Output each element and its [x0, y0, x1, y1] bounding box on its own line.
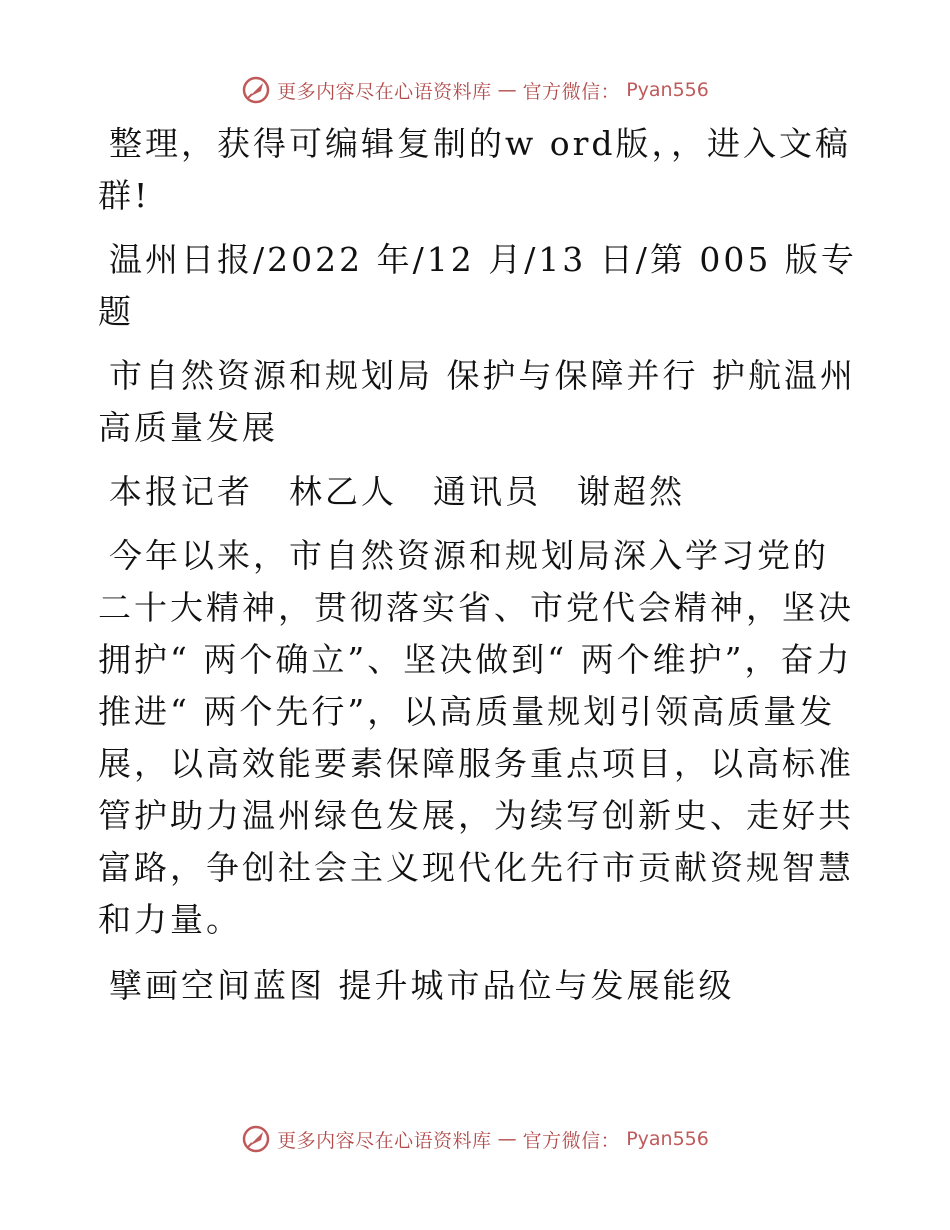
- document-body: [98, 118, 858, 1024]
- banner-wechat-label: 官方微信：: [522, 1129, 621, 1152]
- quill-logo-icon: [241, 75, 271, 105]
- banner-handle: Pyan556: [626, 1128, 709, 1150]
- source-line: 温州日报/2022 年/12 月/13 日/第 005 版专题: [98, 240, 857, 331]
- banner-text: 更多内容尽在心语资料库: [277, 80, 492, 103]
- banner-wechat-label: 官方微信：: [522, 80, 621, 103]
- banner-text: 更多内容尽在心语资料库: [277, 1129, 492, 1152]
- banner-dash: —: [497, 79, 517, 101]
- banner-dash: —: [497, 1128, 517, 1150]
- section-heading: 擘画空间蓝图 提升城市品位与发展能级: [109, 966, 735, 1005]
- article-title: 市自然资源和规划局 保护与保障并行 护航温州高质量发展: [98, 356, 856, 447]
- header-banner: [0, 70, 950, 110]
- byline: 本报记者 林乙人 通讯员 谢超然: [109, 472, 685, 511]
- quill-logo-icon: [241, 1124, 271, 1154]
- lead-paragraph: 今年以来，市自然资源和规划局深入学习党的二十大精神，贯彻落实省、市党代会精神，坚决拥护“ 两个确立”、坚决做到“ 两个维护”，奋力推进“ 两个先行”，以高质量规划引领高质量发展，以高效能要素保障服务重点项目，以高标准管护助力温州绿色发展，为续写创新史、走好共富路，争创社会主义现代化先行市贡献资规智慧和力量。: [98, 536, 854, 939]
- banner-handle: Pyan556: [626, 79, 709, 101]
- intro-note: 整理，获得可编辑复制的w ord版，，进入文稿群!: [98, 124, 852, 215]
- footer-banner: [0, 1119, 950, 1159]
